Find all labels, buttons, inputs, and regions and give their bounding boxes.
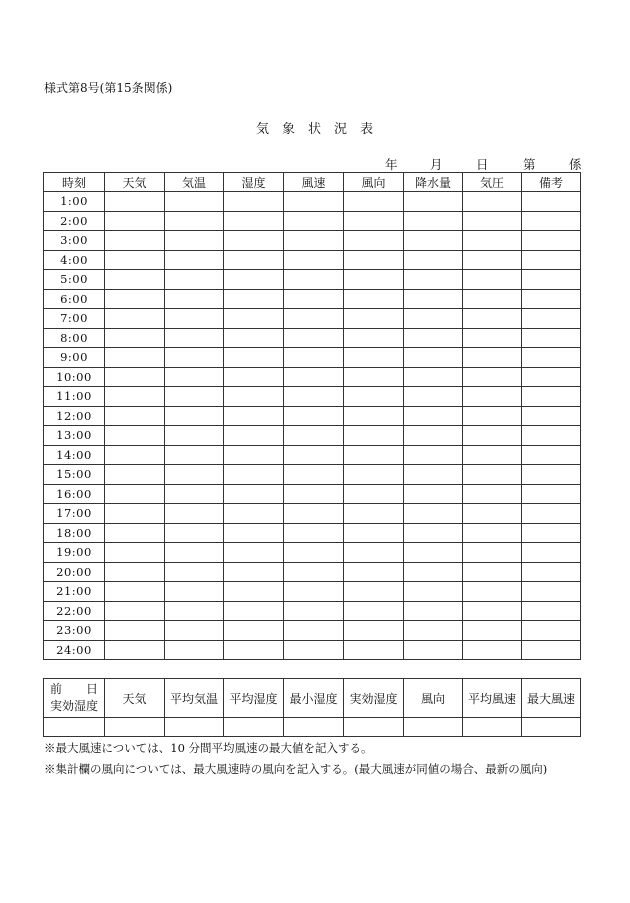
time-cell: 24:00 xyxy=(44,640,105,660)
entry-cell[interactable] xyxy=(105,387,165,407)
entry-cell[interactable] xyxy=(463,328,522,348)
time-cell: 6:00 xyxy=(44,289,105,309)
entry-cell[interactable] xyxy=(165,640,224,660)
header-weather: 天気 xyxy=(105,173,165,192)
entry-cell[interactable] xyxy=(404,601,463,621)
header-wind-direction: 風向 xyxy=(344,173,404,192)
entry-cell[interactable] xyxy=(404,484,463,504)
entry-cell[interactable] xyxy=(105,601,165,621)
entry-cell[interactable] xyxy=(284,289,344,309)
entry-cell[interactable] xyxy=(284,426,344,446)
entry-cell[interactable] xyxy=(404,445,463,465)
entry-cell[interactable] xyxy=(165,387,224,407)
entry-cell[interactable] xyxy=(522,445,581,465)
entry-cell[interactable] xyxy=(463,562,522,582)
entry-cell[interactable] xyxy=(344,231,404,251)
entry-cell[interactable] xyxy=(105,289,165,309)
entry-cell[interactable] xyxy=(284,328,344,348)
entry-cell[interactable] xyxy=(344,289,404,309)
entry-cell[interactable] xyxy=(105,445,165,465)
entry-cell[interactable] xyxy=(105,231,165,251)
entry-cell[interactable] xyxy=(522,543,581,563)
entry-cell[interactable] xyxy=(463,231,522,251)
entry-cell[interactable] xyxy=(463,582,522,602)
entry-cell[interactable] xyxy=(224,270,284,290)
hourly-row xyxy=(44,621,581,641)
entry-cell[interactable] xyxy=(284,601,344,621)
hourly-row xyxy=(44,348,581,368)
entry-cell[interactable] xyxy=(105,192,165,212)
entry-cell[interactable] xyxy=(522,484,581,504)
entry-cell[interactable] xyxy=(284,309,344,329)
entry-cell[interactable] xyxy=(404,367,463,387)
entry-cell[interactable] xyxy=(165,309,224,329)
entry-cell[interactable] xyxy=(404,406,463,426)
time-cell: 7:00 xyxy=(44,309,105,329)
entry-cell[interactable] xyxy=(522,348,581,368)
entry-cell[interactable] xyxy=(165,211,224,231)
time-cell: 10:00 xyxy=(44,367,105,387)
entry-cell[interactable] xyxy=(224,387,284,407)
entry-cell[interactable] xyxy=(224,426,284,446)
hourly-row xyxy=(44,601,581,621)
entry-cell[interactable] xyxy=(404,328,463,348)
entry-cell[interactable] xyxy=(284,270,344,290)
title-char: 表 xyxy=(360,122,375,137)
time-cell: 8:00 xyxy=(44,328,105,348)
entry-cell[interactable] xyxy=(105,504,165,524)
entry-cell[interactable] xyxy=(165,465,224,485)
entry-cell[interactable] xyxy=(224,309,284,329)
entry-cell[interactable] xyxy=(284,367,344,387)
entry-cell[interactable] xyxy=(344,348,404,368)
summary-cell[interactable] xyxy=(44,718,105,737)
entry-cell[interactable] xyxy=(344,211,404,231)
entry-cell[interactable] xyxy=(344,582,404,602)
summary-entry-row xyxy=(44,718,581,737)
entry-cell[interactable] xyxy=(165,543,224,563)
entry-cell[interactable] xyxy=(344,484,404,504)
entry-cell[interactable] xyxy=(463,484,522,504)
entry-cell[interactable] xyxy=(105,543,165,563)
time-cell: 20:00 xyxy=(44,562,105,582)
entry-cell[interactable] xyxy=(463,406,522,426)
entry-cell[interactable] xyxy=(165,445,224,465)
entry-cell[interactable] xyxy=(165,504,224,524)
entry-cell[interactable] xyxy=(404,387,463,407)
entry-cell[interactable] xyxy=(463,387,522,407)
summary-cell[interactable] xyxy=(344,718,404,737)
entry-cell[interactable] xyxy=(463,601,522,621)
entry-cell[interactable] xyxy=(522,582,581,602)
entry-cell[interactable] xyxy=(284,465,344,485)
entry-cell[interactable] xyxy=(165,562,224,582)
entry-cell[interactable] xyxy=(105,406,165,426)
summary-header-wind-direction: 風向 xyxy=(404,679,463,718)
time-cell: 18:00 xyxy=(44,523,105,543)
hourly-weather-table xyxy=(43,172,581,660)
hourly-row xyxy=(44,426,581,446)
summary-cell[interactable] xyxy=(522,718,581,737)
entry-cell[interactable] xyxy=(404,640,463,660)
section-suffix-label: 係 xyxy=(569,157,582,172)
entry-cell[interactable] xyxy=(284,582,344,602)
entry-cell[interactable] xyxy=(404,426,463,446)
entry-cell[interactable] xyxy=(105,523,165,543)
entry-cell[interactable] xyxy=(344,250,404,270)
entry-cell[interactable] xyxy=(463,504,522,524)
entry-cell[interactable] xyxy=(224,367,284,387)
entry-cell[interactable] xyxy=(165,270,224,290)
entry-cell[interactable] xyxy=(224,640,284,660)
entry-cell[interactable] xyxy=(165,406,224,426)
entry-cell[interactable] xyxy=(105,484,165,504)
form-number-label: 様式第8号(第15条関係) xyxy=(44,81,173,95)
entry-cell[interactable] xyxy=(105,270,165,290)
hourly-row xyxy=(44,309,581,329)
hourly-row xyxy=(44,367,581,387)
summary-header-effective-humidity: 実効湿度 xyxy=(344,679,404,718)
header-wind-speed: 風速 xyxy=(284,173,344,192)
entry-cell[interactable] xyxy=(463,348,522,368)
note-max-wind-speed: ※最大風速については、10 分間平均風速の最大値を記入する。 xyxy=(44,741,373,755)
time-cell: 9:00 xyxy=(44,348,105,368)
entry-cell[interactable] xyxy=(404,523,463,543)
entry-cell[interactable] xyxy=(522,192,581,212)
entry-cell[interactable] xyxy=(224,211,284,231)
section-number-label: 第 xyxy=(523,157,536,172)
summary-cell[interactable] xyxy=(165,718,224,737)
summary-cell[interactable] xyxy=(284,718,344,737)
entry-cell[interactable] xyxy=(284,504,344,524)
entry-cell[interactable] xyxy=(522,231,581,251)
page-title xyxy=(0,118,630,137)
hourly-row xyxy=(44,328,581,348)
entry-cell[interactable] xyxy=(165,621,224,641)
entry-cell[interactable] xyxy=(522,250,581,270)
day-char: 日 xyxy=(85,682,98,696)
entry-cell[interactable] xyxy=(224,562,284,582)
entry-cell[interactable] xyxy=(165,582,224,602)
summary-cell[interactable] xyxy=(404,718,463,737)
entry-cell[interactable] xyxy=(344,523,404,543)
entry-cell[interactable] xyxy=(105,465,165,485)
entry-cell[interactable] xyxy=(522,465,581,485)
time-cell: 13:00 xyxy=(44,426,105,446)
entry-cell[interactable] xyxy=(224,465,284,485)
entry-cell[interactable] xyxy=(404,621,463,641)
entry-cell[interactable] xyxy=(284,192,344,212)
entry-cell[interactable] xyxy=(165,250,224,270)
entry-cell[interactable] xyxy=(404,543,463,563)
previous-day-summary-table xyxy=(43,678,581,737)
entry-cell[interactable] xyxy=(105,211,165,231)
entry-cell[interactable] xyxy=(165,523,224,543)
entry-cell[interactable] xyxy=(284,387,344,407)
entry-cell[interactable] xyxy=(522,601,581,621)
summary-cell[interactable] xyxy=(224,718,284,737)
entry-cell[interactable] xyxy=(105,328,165,348)
summary-header-avg-wind-speed: 平均風速 xyxy=(463,679,522,718)
entry-cell[interactable] xyxy=(284,621,344,641)
entry-cell[interactable] xyxy=(105,640,165,660)
entry-cell[interactable] xyxy=(224,504,284,524)
header-temperature: 気温 xyxy=(165,173,224,192)
time-cell: 12:00 xyxy=(44,406,105,426)
prev-char: 前 xyxy=(50,682,63,696)
entry-cell[interactable] xyxy=(165,367,224,387)
entry-cell[interactable] xyxy=(284,484,344,504)
hourly-row xyxy=(44,289,581,309)
entry-cell[interactable] xyxy=(522,426,581,446)
entry-cell[interactable] xyxy=(463,426,522,446)
entry-cell[interactable] xyxy=(165,328,224,348)
hourly-row xyxy=(44,387,581,407)
entry-cell[interactable] xyxy=(224,348,284,368)
entry-cell[interactable] xyxy=(344,543,404,563)
entry-cell[interactable] xyxy=(105,582,165,602)
time-cell: 22:00 xyxy=(44,601,105,621)
entry-cell[interactable] xyxy=(284,640,344,660)
entry-cell[interactable] xyxy=(522,211,581,231)
time-cell: 4:00 xyxy=(44,250,105,270)
summary-header-row xyxy=(44,679,581,718)
entry-cell[interactable] xyxy=(284,250,344,270)
entry-cell[interactable] xyxy=(404,231,463,251)
summary-header-weather: 天気 xyxy=(105,679,165,718)
time-cell: 2:00 xyxy=(44,211,105,231)
time-cell: 11:00 xyxy=(44,387,105,407)
entry-cell[interactable] xyxy=(344,562,404,582)
entry-cell[interactable] xyxy=(404,562,463,582)
entry-cell[interactable] xyxy=(404,250,463,270)
hourly-row xyxy=(44,484,581,504)
entry-cell[interactable] xyxy=(284,543,344,563)
entry-cell[interactable] xyxy=(105,562,165,582)
entry-cell[interactable] xyxy=(463,465,522,485)
entry-cell[interactable] xyxy=(224,231,284,251)
entry-cell[interactable] xyxy=(224,192,284,212)
entry-cell[interactable] xyxy=(224,523,284,543)
entry-cell[interactable] xyxy=(463,211,522,231)
summary-header-max-wind-speed: 最大風速 xyxy=(522,679,581,718)
date-day-label: 日 xyxy=(476,157,489,172)
entry-cell[interactable] xyxy=(344,504,404,524)
entry-cell[interactable] xyxy=(344,328,404,348)
summary-header-avg-humidity: 平均湿度 xyxy=(224,679,284,718)
time-cell: 23:00 xyxy=(44,621,105,641)
time-cell: 16:00 xyxy=(44,484,105,504)
hourly-row xyxy=(44,523,581,543)
hourly-header-row xyxy=(44,173,581,192)
note-wind-direction: ※集計欄の風向については、最大風速時の風向を記入する。(最大風速が同値の場合、最新の風向) xyxy=(44,762,548,776)
entry-cell[interactable] xyxy=(344,309,404,329)
entry-cell[interactable] xyxy=(522,289,581,309)
summary-cell[interactable] xyxy=(105,718,165,737)
entry-cell[interactable] xyxy=(522,640,581,660)
entry-cell[interactable] xyxy=(463,445,522,465)
entry-cell[interactable] xyxy=(522,406,581,426)
entry-cell[interactable] xyxy=(404,465,463,485)
hourly-table-body xyxy=(44,192,581,660)
entry-cell[interactable] xyxy=(105,309,165,329)
entry-cell[interactable] xyxy=(344,621,404,641)
entry-cell[interactable] xyxy=(344,640,404,660)
entry-cell[interactable] xyxy=(463,523,522,543)
entry-cell[interactable] xyxy=(344,387,404,407)
time-cell: 1:00 xyxy=(44,192,105,212)
hourly-row xyxy=(44,192,581,212)
entry-cell[interactable] xyxy=(404,211,463,231)
header-previous-day-effective-humidity xyxy=(44,679,105,718)
header-time: 時刻 xyxy=(44,173,105,192)
entry-cell[interactable] xyxy=(284,406,344,426)
entry-cell[interactable] xyxy=(224,406,284,426)
date-month-label: 月 xyxy=(430,157,443,172)
header-precipitation: 降水量 xyxy=(404,173,463,192)
entry-cell[interactable] xyxy=(522,367,581,387)
entry-cell[interactable] xyxy=(165,348,224,368)
entry-cell[interactable] xyxy=(224,328,284,348)
hourly-row xyxy=(44,211,581,231)
title-char: 状 xyxy=(307,122,322,137)
date-year-label: 年 xyxy=(385,157,398,172)
hourly-row xyxy=(44,543,581,563)
entry-cell[interactable] xyxy=(404,582,463,602)
hourly-row xyxy=(44,582,581,602)
entry-cell[interactable] xyxy=(284,348,344,368)
hourly-row xyxy=(44,231,581,251)
header-pressure: 気圧 xyxy=(463,173,522,192)
entry-cell[interactable] xyxy=(463,621,522,641)
entry-cell[interactable] xyxy=(105,348,165,368)
entry-cell[interactable] xyxy=(284,231,344,251)
entry-cell[interactable] xyxy=(224,582,284,602)
entry-cell[interactable] xyxy=(522,504,581,524)
entry-cell[interactable] xyxy=(224,250,284,270)
entry-cell[interactable] xyxy=(165,426,224,446)
entry-cell[interactable] xyxy=(165,289,224,309)
entry-cell[interactable] xyxy=(284,211,344,231)
entry-cell[interactable] xyxy=(284,562,344,582)
entry-cell[interactable] xyxy=(224,289,284,309)
entry-cell[interactable] xyxy=(404,289,463,309)
hourly-row xyxy=(44,406,581,426)
entry-cell[interactable] xyxy=(463,192,522,212)
entry-cell[interactable] xyxy=(284,445,344,465)
entry-cell[interactable] xyxy=(522,387,581,407)
title-char: 気 xyxy=(255,122,270,137)
summary-cell[interactable] xyxy=(463,718,522,737)
summary-header-min-humidity: 最小湿度 xyxy=(284,679,344,718)
time-cell: 14:00 xyxy=(44,445,105,465)
hourly-row xyxy=(44,250,581,270)
entry-cell[interactable] xyxy=(105,250,165,270)
entry-cell[interactable] xyxy=(522,328,581,348)
entry-cell[interactable] xyxy=(344,601,404,621)
entry-cell[interactable] xyxy=(522,270,581,290)
entry-cell[interactable] xyxy=(344,465,404,485)
entry-cell[interactable] xyxy=(344,426,404,446)
entry-cell[interactable] xyxy=(224,445,284,465)
entry-cell[interactable] xyxy=(165,231,224,251)
entry-cell[interactable] xyxy=(404,192,463,212)
entry-cell[interactable] xyxy=(224,543,284,563)
entry-cell[interactable] xyxy=(344,406,404,426)
entry-cell[interactable] xyxy=(344,367,404,387)
entry-cell[interactable] xyxy=(165,601,224,621)
entry-cell[interactable] xyxy=(522,621,581,641)
entry-cell[interactable] xyxy=(224,484,284,504)
entry-cell[interactable] xyxy=(165,192,224,212)
entry-cell[interactable] xyxy=(463,250,522,270)
entry-cell[interactable] xyxy=(224,621,284,641)
entry-cell[interactable] xyxy=(522,523,581,543)
hourly-row xyxy=(44,640,581,660)
entry-cell[interactable] xyxy=(284,523,344,543)
entry-cell[interactable] xyxy=(463,640,522,660)
entry-cell[interactable] xyxy=(344,445,404,465)
hourly-row xyxy=(44,445,581,465)
entry-cell[interactable] xyxy=(404,270,463,290)
entry-cell[interactable] xyxy=(165,484,224,504)
hourly-row xyxy=(44,562,581,582)
hourly-row xyxy=(44,504,581,524)
time-cell: 17:00 xyxy=(44,504,105,524)
hourly-row xyxy=(44,465,581,485)
entry-cell[interactable] xyxy=(105,621,165,641)
time-cell: 15:00 xyxy=(44,465,105,485)
entry-cell[interactable] xyxy=(404,504,463,524)
entry-cell[interactable] xyxy=(105,367,165,387)
entry-cell[interactable] xyxy=(344,192,404,212)
entry-cell[interactable] xyxy=(463,367,522,387)
header-humidity: 湿度 xyxy=(224,173,284,192)
entry-cell[interactable] xyxy=(224,601,284,621)
hourly-row xyxy=(44,270,581,290)
title-char: 況 xyxy=(334,122,349,137)
entry-cell[interactable] xyxy=(344,270,404,290)
effective-humidity-label: 実効湿度 xyxy=(49,699,98,713)
entry-cell[interactable] xyxy=(463,289,522,309)
entry-cell[interactable] xyxy=(463,309,522,329)
title-char: 象 xyxy=(281,122,296,137)
time-cell: 5:00 xyxy=(44,270,105,290)
entry-cell[interactable] xyxy=(404,309,463,329)
time-cell: 21:00 xyxy=(44,582,105,602)
time-cell: 19:00 xyxy=(44,543,105,563)
time-cell: 3:00 xyxy=(44,231,105,251)
entry-cell[interactable] xyxy=(463,543,522,563)
header-remarks: 備考 xyxy=(522,173,581,192)
summary-header-avg-temperature: 平均気温 xyxy=(165,679,224,718)
entry-cell[interactable] xyxy=(404,348,463,368)
entry-cell[interactable] xyxy=(522,309,581,329)
entry-cell[interactable] xyxy=(105,426,165,446)
entry-cell[interactable] xyxy=(463,270,522,290)
entry-cell[interactable] xyxy=(522,562,581,582)
